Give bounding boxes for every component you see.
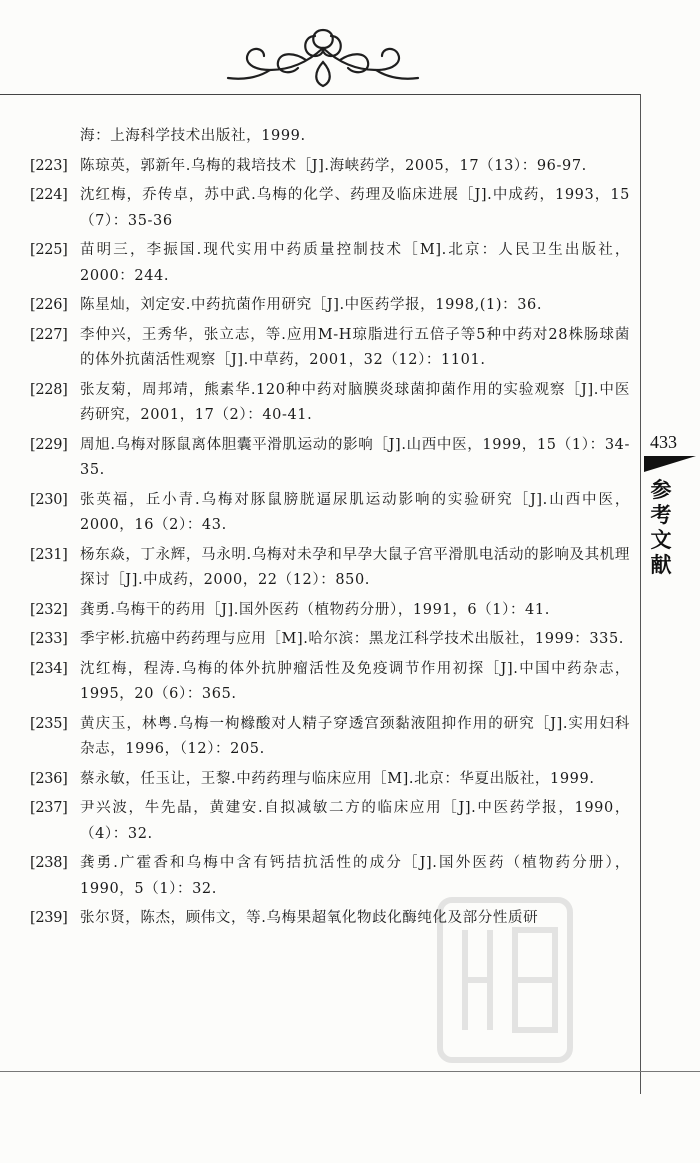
reference-entry [30, 851, 630, 902]
reference-number: [229] [30, 436, 68, 453]
section-label-char: 文 [650, 528, 672, 552]
reference-text: 张英福，丘小青.乌梅对豚鼠膀胱逼尿肌运动影响的实验研究［J].山西中医，2000，16（2）：43. [80, 491, 630, 533]
reference-text: 杨东焱，丁永辉，马永明.乌梅对未孕和早孕大鼠子宫平滑肌电活动的影响及其机理探讨［J].中成药，2000，22（12）：850. [80, 546, 630, 588]
reference-number: [231] [30, 546, 68, 563]
reference-number: [230] [30, 491, 68, 508]
reference-number: [224] [30, 187, 68, 203]
reference-text: 沈红梅，程涛.乌梅的体外抗肿瘤活性及免疫调节作用初探［J].中国中药杂志，1995，20（6）：365. [80, 660, 630, 702]
reference-entry [30, 712, 630, 763]
reference-number: [235] [30, 715, 68, 732]
reference-number: [234] [30, 660, 68, 677]
side-rule [640, 94, 641, 1094]
reference-number [30, 124, 80, 150]
reference-number: [227] [30, 326, 68, 343]
reference-entry [30, 433, 630, 484]
reference-text: 海：上海科学技术出版社，1999. [80, 128, 306, 144]
reference-entry [30, 767, 630, 793]
reference-entry [30, 488, 630, 539]
reference-entry [30, 543, 630, 594]
section-label-char: 考 [650, 503, 672, 527]
reference-entry [30, 657, 630, 708]
reference-text: 龚勇.乌梅干的药用［J].国外医药（植物药分册），1991，6（1）：41. [80, 601, 550, 618]
reference-text: 龚勇.广霍香和乌梅中含有钙拮抗活性的成分［J].国外医药（植物药分册），1990，5（1）：32. [80, 855, 630, 897]
reference-entry [30, 154, 630, 180]
page-number: 433 [650, 432, 677, 452]
reference-entry [30, 378, 630, 429]
reference-list [30, 124, 630, 936]
reference-text: 张友菊，周邦靖，熊素华.120种中药对脑膜炎球菌抑菌作用的实验观察［J].中医药研究，2001，17（2）：40-41. [80, 381, 630, 423]
reference-text: 陈琼英，郭新年.乌梅的栽培技术［J].海峡药学，2005，17（13）：96-97. [80, 157, 587, 174]
reference-entry [30, 124, 630, 150]
reference-entry [30, 323, 630, 374]
reference-entry [30, 238, 630, 289]
reference-text: 蔡永敏，任玉让，王黎.中药药理与临床应用［M].北京：华夏出版社，1999. [80, 770, 595, 787]
decorative-knot-ornament-icon [218, 22, 428, 94]
reference-number: [236] [30, 770, 68, 787]
reference-text: 张尔贤，陈杰，顾伟文，等.乌梅果超氧化物歧化酶纯化及部分性质研 [80, 910, 539, 926]
tab-pointer-icon [644, 456, 696, 472]
reference-text: 季宇彬.抗癌中药药理与应用［M].哈尔滨：黑龙江科学技术出版社，1999：335. [80, 631, 625, 647]
reference-number: [232] [30, 601, 68, 618]
reference-entry [30, 183, 630, 234]
reference-text: 周旭.乌梅对豚鼠离体胆囊平滑肌运动的影响［J].山西中医，1999，15（1）：34-35. [80, 436, 630, 478]
section-label-char: 献 [650, 553, 672, 577]
reference-text: 李仲兴，王秀华，张立志，等.应用M-H琼脂进行五倍子等5种中药对28株肠球菌的体外抗菌活性观察［J].中草药，2001，32（12）：1101. [80, 326, 630, 368]
reference-number: [226] [30, 297, 68, 313]
bottom-rule [0, 1071, 700, 1072]
reference-number: [223] [30, 157, 68, 174]
reference-entry [30, 293, 630, 319]
reference-text: 尹兴波，牛先晶，黄建安.自拟减敏二方的临床应用［J].中医药学报，1990，（4）：32. [80, 800, 630, 842]
section-label [648, 478, 674, 578]
reference-entry [30, 598, 630, 624]
reference-text: 沈红梅，乔传卓，苏中武.乌梅的化学、药理及临床进展［J].中成药，1993，15（7）：35-36 [80, 187, 630, 229]
reference-number: [238] [30, 855, 68, 871]
top-rule [0, 94, 640, 95]
section-label-char: 参 [650, 478, 672, 502]
reference-entry [30, 796, 630, 847]
reference-number: [239] [30, 910, 68, 926]
reference-text: 苗明三，李振国.现代实用中药质量控制技术［M].北京：人民卫生出版社，2000：244. [80, 242, 630, 284]
reference-entry [30, 906, 630, 932]
reference-entry [30, 627, 630, 653]
reference-number: [225] [30, 242, 68, 258]
reference-text: 黄庆玉，林粤.乌梅一枸橼酸对人精子穿透宫颈黏液阻抑作用的研究［J].实用妇科杂志，1996，（12）：205. [80, 715, 630, 757]
reference-number: [228] [30, 381, 68, 398]
reference-text: 陈星灿，刘定安.中药抗菌作用研究［J].中医药学报，1998,(1)：36. [80, 297, 543, 313]
reference-number: [237] [30, 800, 68, 816]
reference-number: [233] [30, 631, 68, 647]
